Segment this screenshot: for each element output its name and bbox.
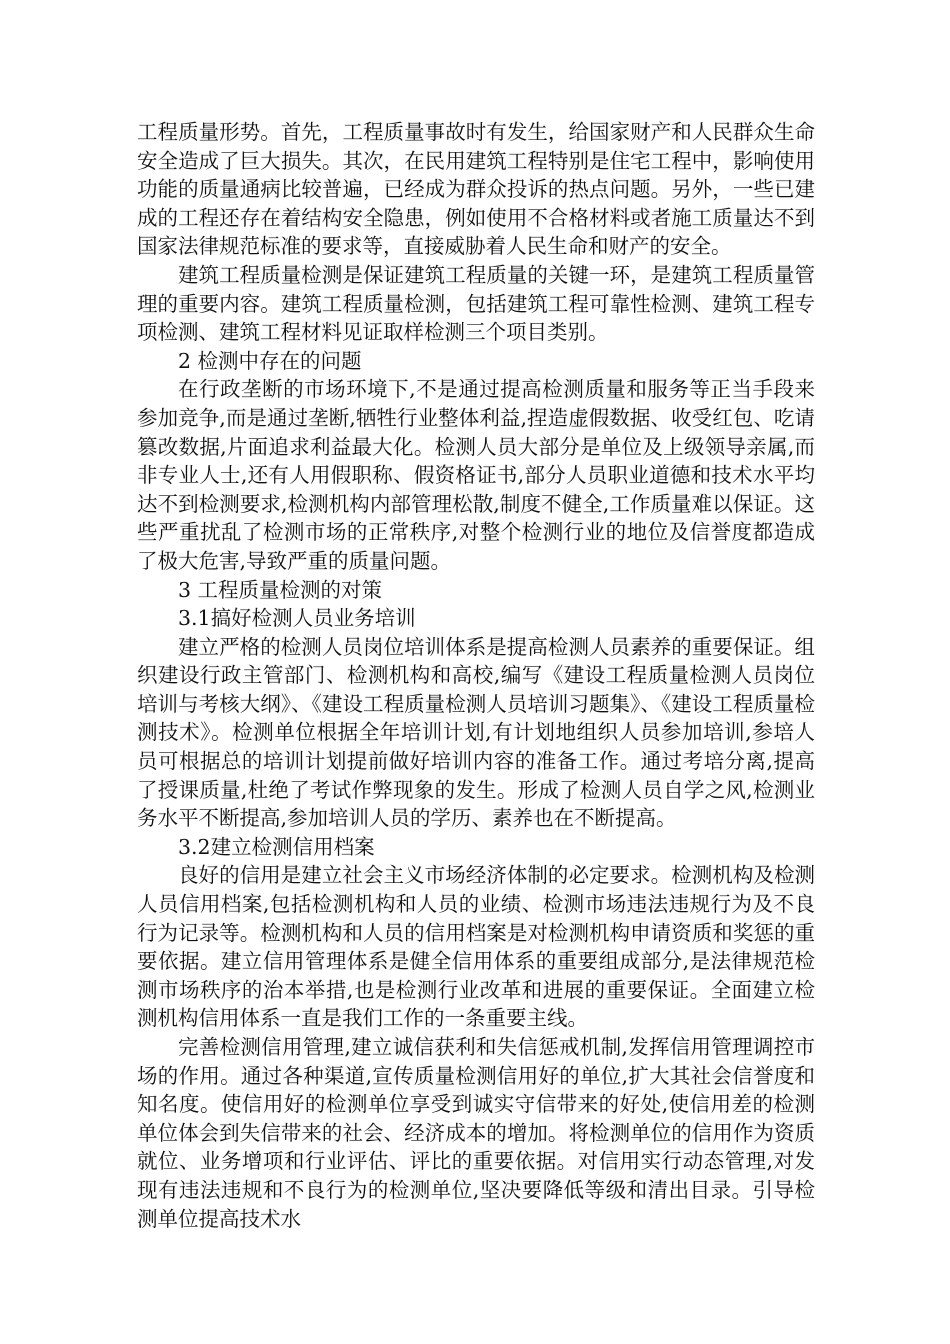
paragraph-credit-management: 完善检测信用管理,建立诚信获利和失信惩戒机制,发挥信用管理调控市场的作用。通过各种渠道,宣传质量检测信用好的单位,扩大其社会信誉度和知名度。使信用好的检测单位享受到诚实守信带来的好处,使信用差的检测单位体会到失信带来的社会、经济成本的增加。将检测单位的信用作为资质就位、业务增项和行业评估、评比的重要依据。对信用实行动态管理,对发现有违法违规和不良行为的检测单位,坚决要降低等级和清出目录。引导检测单位提高技术水 <box>137 1035 815 1231</box>
section-heading-countermeasures: 3 工程质量检测的对策 <box>178 577 383 602</box>
paragraph-problems: 在行政垄断的市场环境下,不是通过提高检测质量和服务等正当手段来参加竞争,而是通过垄断,牺牲行业整体利益,捏造虚假数据、收受红包、吃请篡改数据,片面追求利益最大化。检测人员大部分是单位及上级领导亲属,而非专业人士,还有人用假职称、假资格证书,部分人员职业道德和技术水平均达不到检测要求,检测机构内部管理松散,制度不健全,工作质量难以保证。这些严重扰乱了检测市场的正常秩序,对整个检测行业的地位及信誉度都造成了极大危害,导致严重的质量问题。 <box>137 377 815 573</box>
paragraph-credit-archive: 良好的信用是建立社会主义市场经济体制的必定要求。检测机构及检测人员信用档案,包括检测机构和人员的业绩、检测市场违法违规行为及不良行为记录等。检测机构和人员的信用档案是对检测机构申请资质和奖惩的重要依据。建立信用管理体系是健全信用体系的重要组成部分,是法律规范检测市场秩序的治本举措,也是检测行业改革和进展的重要保证。全面建立检测机构信用体系一直是我们工作的一条重要主线。 <box>137 863 815 1031</box>
paragraph-inspection-importance: 建筑工程质量检测是保证建筑工程质量的关键一环，是建筑工程质量管理的重要内容。建筑工程质量检测，包括建筑工程可靠性检测、建筑工程专项检测、建筑工程材料见证取样检测三个项目类别。 <box>137 262 815 345</box>
paragraph-training: 建立严格的检测人员岗位培训体系是提高检测人员素养的重要保证。组织建设行政主管部门、检测机构和高校,编写《建设工程质量检测人员岗位培训与考核大纲》、《建设工程质量检测人员培训习题集》、《建设工程质量检测技术》。检测单位根据全年培训计划,有计划地组织人员参加培训,参培人员可根据总的培训计划提前做好培训内容的准备工作。通过考培分离,提高了授课质量,杜绝了考试作弊现象的发生。形成了检测人员自学之风,检测业务水平不断提高,参加培训人员的学历、素养也在不断提高。 <box>137 634 815 831</box>
paragraph-quality-situation: 工程质量形势。首先，工程质量事故时有发生，给国家财产和人民群众生命安全造成了巨大损失。其次，在民用建筑工程特别是住宅工程中，影响使用功能的质量通病比较普遍，已经成为群众投诉的热点问题。另外，一些已建成的工程还存在着结构安全隐患，例如使用不合格材料或者施工质量达不到国家法律规范标准的要求等，直接威胁着人民生命和财产的安全。 <box>137 120 815 259</box>
section-heading-problems: 2 检测中存在的问题 <box>178 348 362 373</box>
subsection-heading-credit-archive: 3.2建立检测信用档案 <box>178 834 375 859</box>
document-body <box>137 118 815 1233</box>
subsection-heading-training: 3.1搞好检测人员业务培训 <box>178 606 416 631</box>
